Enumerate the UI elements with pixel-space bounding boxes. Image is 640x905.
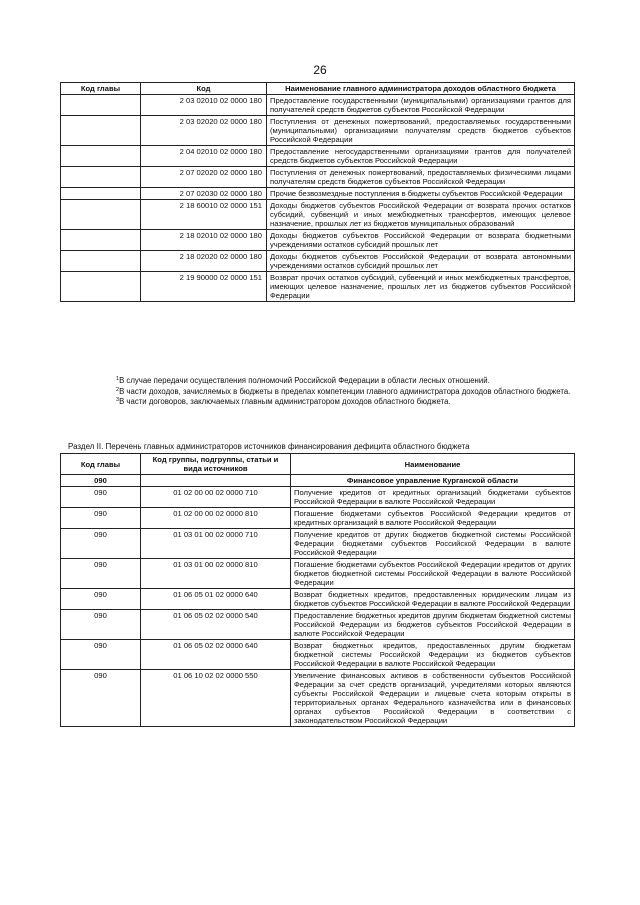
group-name: Финансовое управление Курганской области xyxy=(291,475,575,487)
table-header-row xyxy=(61,454,575,475)
table-row xyxy=(61,146,575,167)
income-name-cell: Доходы бюджетов субъектов Российской Федерации от возврата бюджетными учреждениями остатков субсидий прошлых лет xyxy=(267,230,575,251)
chapter-code-cell: 090 xyxy=(61,487,141,508)
chapter-code-cell xyxy=(61,146,141,167)
income-name-cell: Доходы бюджетов субъектов Российской Федерации от возврата прочих остатков субсидий, субвенций и иных межбюджетных трансфертов, имеющих целевое назначение, прошлых лет из бюджетов муниципальных образований xyxy=(267,200,575,230)
chapter-code-cell xyxy=(61,116,141,146)
chapter-code-cell: 090 xyxy=(61,559,141,589)
chapter-code-cell: 090 xyxy=(61,670,141,727)
footnote-text: В части договоров, заключаемых главным администратором доходов областного бюджета. xyxy=(119,397,451,406)
source-code-cell: 01 06 05 02 02 0000 540 xyxy=(141,610,291,640)
table-row xyxy=(61,640,575,670)
chapter-code-cell: 090 xyxy=(61,640,141,670)
page-number: 26 xyxy=(313,63,327,77)
footnote xyxy=(116,375,576,386)
header-administrator-name: Наименование главного администратора доходов областного бюджета xyxy=(267,83,575,95)
chapter-code-cell xyxy=(61,200,141,230)
chapter-code-cell: 090 xyxy=(61,529,141,559)
source-name-cell: Возврат бюджетных кредитов, предоставленных другим бюджетам бюджетной системы Российской Федерации из бюджетов субъектов Российской Федерации в валюте Российской Федерации xyxy=(291,640,575,670)
footnote-number: 2 xyxy=(116,386,120,393)
income-code-cell: 2 18 60010 02 0000 151 xyxy=(141,200,267,230)
income-name-cell: Возврат прочих остатков субсидий, субвенций и иных межбюджетных трансфертов, имеющих целевое назначение, прошлых лет из бюджетов субъектов Российской Федерации xyxy=(267,272,575,302)
table-row xyxy=(61,251,575,272)
chapter-code-cell xyxy=(61,251,141,272)
chapter-code-cell: 090 xyxy=(61,589,141,610)
table-row xyxy=(61,230,575,251)
source-name-cell: Погашение бюджетами субъектов Российской Федерации кредитов от других бюджетов бюджетной системы Российской Федерации в валюте Российской Федерации xyxy=(291,559,575,589)
income-name-cell: Поступления от денежных пожертвований, предоставляемых физическими лицами получателям средств бюджетов субъектов Российской Федерации xyxy=(267,167,575,188)
header-code: Код xyxy=(141,83,267,95)
source-code-cell: 01 02 00 00 02 0000 810 xyxy=(141,508,291,529)
income-name-cell: Прочие безвозмездные поступления в бюджеты субъектов Российской Федерации xyxy=(267,188,575,200)
table-row xyxy=(61,559,575,589)
footnote-number: 3 xyxy=(116,397,120,403)
table-row xyxy=(61,589,575,610)
table-row xyxy=(61,272,575,302)
footnote-number: 1 xyxy=(116,376,120,382)
table-row xyxy=(61,508,575,529)
table-row xyxy=(61,188,575,200)
income-name-cell: Предоставление государственными (муниципальными) организациями грантов для получателей средств бюджетов субъектов Российской Федерации xyxy=(267,95,575,116)
chapter-code-cell xyxy=(61,167,141,188)
chapter-code-cell: 090 xyxy=(61,508,141,529)
group-chapter-code: 090 xyxy=(61,475,141,487)
table-row xyxy=(61,529,575,559)
income-name-cell: Поступления от денежных пожертвований, предоставляемых государственными (муниципальными) организациями получателям средств бюджетов субъектов Российской Федерации xyxy=(267,116,575,146)
group-row xyxy=(61,475,575,487)
source-name-cell: Возврат бюджетных кредитов, предоставленных юридическим лицам из бюджетов субъектов Российской Федерации в валюте Российской Федерации xyxy=(291,589,575,610)
source-code-cell: 01 06 10 02 02 0000 550 xyxy=(141,670,291,727)
income-code-cell: 2 03 02020 02 0000 180 xyxy=(141,116,267,146)
income-code-cell: 2 04 02010 02 0000 180 xyxy=(141,146,267,167)
footnote xyxy=(116,396,576,407)
header-chapter-code: Код главы xyxy=(61,454,141,475)
footnote xyxy=(116,386,576,397)
source-name-cell: Погашение бюджетами субъектов Российской Федерации кредитов от кредитных организаций в валюте Российской Федерации xyxy=(291,508,575,529)
source-code-cell: 01 03 01 00 02 0000 810 xyxy=(141,559,291,589)
chapter-code-cell xyxy=(61,272,141,302)
income-name-cell: Доходы бюджетов субъектов Российской Федерации от возврата автономными учреждениями остатков субсидий прошлых лет xyxy=(267,251,575,272)
source-name-cell: Увеличение финансовых активов в собственности субъектов Российской Федерации за счет средств организаций, учредителями которых являются субъекты Российской Федерации и лицевые счета которым открыты в территориальных органах Федерального казначейства или в финансовых органах субъектов Российской Федерации в соответствии с законодательством Российской Федерации xyxy=(291,670,575,727)
table-row xyxy=(61,116,575,146)
source-code-cell: 01 03 01 00 02 0000 710 xyxy=(141,529,291,559)
header-chapter-code: Код главы xyxy=(61,83,141,95)
income-code-cell: 2 19 90000 02 0000 151 xyxy=(141,272,267,302)
table-row xyxy=(61,670,575,727)
table-row xyxy=(61,167,575,188)
income-code-cell: 2 03 02010 02 0000 180 xyxy=(141,95,267,116)
income-name-cell: Предоставление негосударственными организациями грантов для получателей средств бюджетов субъектов Российской Федерации xyxy=(267,146,575,167)
chapter-code-cell xyxy=(61,230,141,251)
source-name-cell: Получение кредитов от кредитных организаций бюджетами субъектов Российской Федерации в валюте Российской Федерации xyxy=(291,487,575,508)
footnote-text: В случае передачи осуществления полномочий Российской Федерации в области лесных отношений. xyxy=(119,376,490,385)
deficit-sources-table xyxy=(60,453,575,727)
table-row xyxy=(61,200,575,230)
table-row xyxy=(61,610,575,640)
chapter-code-cell xyxy=(61,188,141,200)
footnote-text: В части доходов, зачисляемых в бюджеты в пределах компетенции главного администратора доходов областного бюджета. xyxy=(119,386,571,396)
chapter-code-cell xyxy=(61,95,141,116)
source-code-cell: 01 06 05 01 02 0000 640 xyxy=(141,589,291,610)
header-source-code: Код группы, подгруппы, статьи и вида источников xyxy=(141,454,291,475)
source-code-cell: 01 06 05 02 02 0000 640 xyxy=(141,640,291,670)
table-header-row xyxy=(61,83,575,95)
chapter-code-cell: 090 xyxy=(61,610,141,640)
source-code-cell: 01 02 00 00 02 0000 710 xyxy=(141,487,291,508)
table-row xyxy=(61,95,575,116)
section-title: Раздел II. Перечень главных администраторов источников финансирования дефицита областного бюджета xyxy=(68,442,470,451)
revenue-administrators-table xyxy=(60,82,575,302)
source-name-cell: Получение кредитов от других бюджетов бюджетной системы Российской Федерации бюджетами субъектов Российской Федерации в валюте Российской Федерации xyxy=(291,529,575,559)
group-code-cell xyxy=(141,475,291,487)
table-row xyxy=(61,487,575,508)
income-code-cell: 2 18 02010 02 0000 180 xyxy=(141,230,267,251)
income-code-cell: 2 07 02030 02 0000 180 xyxy=(141,188,267,200)
footnotes xyxy=(116,375,576,407)
source-name-cell: Предоставление бюджетных кредитов другим бюджетам бюджетной системы Российской Федерации из бюджетов субъектов Российской Федерации в валюте Российской Федерации xyxy=(291,610,575,640)
income-code-cell: 2 07 02020 02 0000 180 xyxy=(141,167,267,188)
header-name: Наименование xyxy=(291,454,575,475)
income-code-cell: 2 18 02020 02 0000 180 xyxy=(141,251,267,272)
